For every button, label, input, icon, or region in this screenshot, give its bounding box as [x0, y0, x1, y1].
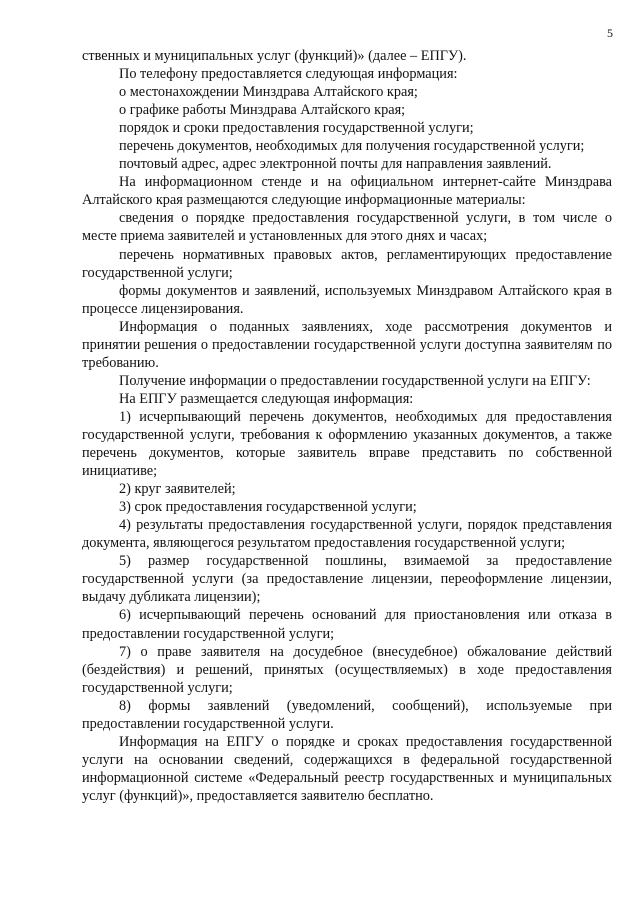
paragraph-application-status: Информация о поданных заявлениях, ходе рассмотрения документов и принятии решения о предоставлении государственной услуги доступна заявителям по требованию.: [82, 318, 612, 371]
paragraph-forms: формы документов и заявлений, используемых Минздравом Алтайского края в процессе лицензирования.: [82, 282, 612, 317]
paragraph-location: о местонахождении Минздрава Алтайского края;: [119, 84, 418, 101]
list-item-3: 3) срок предоставления государственной услуги;: [119, 499, 417, 516]
paragraph-continuation: ственных и муниципальных услуг (функций)» (далее – ЕПГУ).: [82, 48, 467, 64]
list-item-4: 4) результаты предоставления государственной услуги, порядок представления документа, являющегося результатом предоставления государственной услуги;: [82, 517, 612, 552]
paragraph-schedule: о графике работы Минздрава Алтайского края;: [119, 102, 406, 119]
paragraph-postal-email: почтовый адрес, адрес электронной почты для направления заявлений.: [119, 156, 552, 173]
list-item-5: 5) размер государственной пошлины, взимаемой за предоставление государственной услуги (за предоставление лицензии, переоформление лицензии, выдачу дубликата лицензии);: [82, 553, 612, 606]
page-number: 5: [607, 26, 613, 40]
list-item-1: 1) исчерпывающий перечень документов, необходимых для предоставления государственной услуги, требования к оформлению указанных документов, а также перечень документов, которые заявитель вправе представить по собственной инициативе;: [82, 408, 612, 480]
paragraph-procedure-terms: порядок и сроки предоставления государственной услуги;: [119, 120, 474, 137]
paragraph-documents-list: перечень документов, необходимых для получения государственной услуги;: [119, 138, 585, 155]
paragraph-legal-acts: перечень нормативных правовых актов, регламентирующих предоставление государственной услуги;: [82, 246, 612, 281]
paragraph-epgu-info-heading: Получение информации о предоставлении государственной услуги на ЕПГУ:: [119, 372, 591, 389]
paragraph-phone-info-intro: По телефону предоставляется следующая информация:: [119, 66, 458, 83]
list-item-8: 8) формы заявлений (уведомлений, сообщений), используемые при предоставлении государственной услуги.: [82, 697, 612, 732]
paragraph-epgu-list-intro: На ЕПГУ размещается следующая информация:: [119, 390, 414, 407]
list-item-7: 7) о праве заявителя на досудебное (внесудебное) обжалование действий (бездействия) и решений, принятых (осуществляемых) в ходе предоставления государственной услуги;: [82, 643, 612, 696]
paragraph-stand-website: На информационном стенде и на официальном интернет-сайте Минздрава Алтайского края размещаются следующие информационные материалы:: [82, 174, 612, 209]
list-item-6: 6) исчерпывающий перечень оснований для приостановления или отказа в предоставлении государственной услуги;: [82, 607, 612, 642]
paragraph-free-of-charge: Информация на ЕПГУ о порядке и сроках предоставления государственной услуги на основании сведений, содержащихся в федеральной государственной информационной системе «Федеральный реестр государственных и муниципальных услуг (функций)», предоставляется заявителю бесплатно.: [82, 733, 612, 804]
paragraph-reception-info: сведения о порядке предоставления государственной услуги, в том числе о месте приема заявителей и установленных для этого днях и часах;: [82, 210, 612, 245]
list-item-2: 2) круг заявителей;: [119, 481, 236, 498]
document-body: [82, 47, 612, 805]
